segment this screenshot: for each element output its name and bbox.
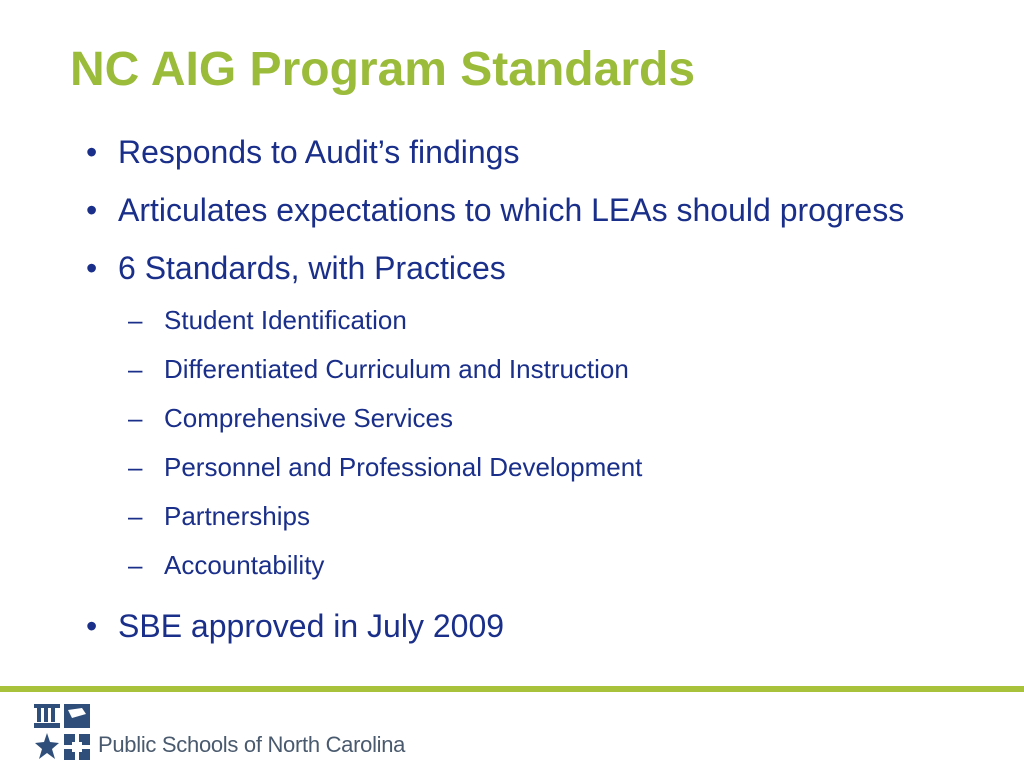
public-schools-nc-logo-icon — [32, 702, 92, 762]
bullet-item — [80, 246, 980, 590]
sub-bullet-marker: – — [128, 403, 143, 433]
bullet-text: Articulates expectations to which LEAs should progress — [118, 192, 905, 228]
footer-organization-name: Public Schools of North Carolina — [98, 732, 406, 757]
sub-bullet-marker: – — [128, 501, 143, 531]
bullet-marker: • — [86, 250, 98, 286]
sub-bullet-marker: – — [128, 354, 143, 384]
bullet-text: 6 Standards, with Practices — [118, 250, 506, 286]
bullet-text: SBE approved in July 2009 — [118, 608, 505, 644]
footer-divider — [0, 686, 1024, 692]
footer — [32, 702, 405, 762]
bullet-item — [80, 604, 980, 648]
bullet-marker: • — [86, 192, 98, 228]
sub-bullet-item — [118, 394, 980, 443]
sub-bullet-text: Accountability — [164, 550, 325, 580]
sub-bullet-item — [118, 443, 980, 492]
sub-bullet-text: Differentiated Curriculum and Instruction — [164, 354, 629, 384]
bullet-list — [80, 130, 980, 662]
bullet-marker: • — [86, 608, 98, 644]
sub-bullet-text: Partnerships — [164, 501, 310, 531]
sub-bullet-text: Comprehensive Services — [164, 403, 454, 433]
sub-bullet-marker: – — [128, 452, 143, 482]
slide-title: NC AIG Program Standards — [70, 43, 696, 96]
sub-bullet-marker: – — [128, 550, 143, 580]
sub-bullet-marker: – — [128, 305, 143, 335]
bullet-text: Responds to Audit’s findings — [118, 134, 520, 170]
sub-bullet-list — [118, 296, 980, 590]
sub-bullet-item — [118, 541, 980, 590]
bullet-item — [80, 188, 980, 232]
sub-bullet-text: Student Identification — [164, 305, 407, 335]
sub-bullet-item — [118, 492, 980, 541]
bullet-marker: • — [86, 134, 98, 170]
sub-bullet-item — [118, 296, 980, 345]
bullet-item — [80, 130, 980, 174]
sub-bullet-item — [118, 345, 980, 394]
sub-bullet-text: Personnel and Professional Development — [164, 452, 643, 482]
